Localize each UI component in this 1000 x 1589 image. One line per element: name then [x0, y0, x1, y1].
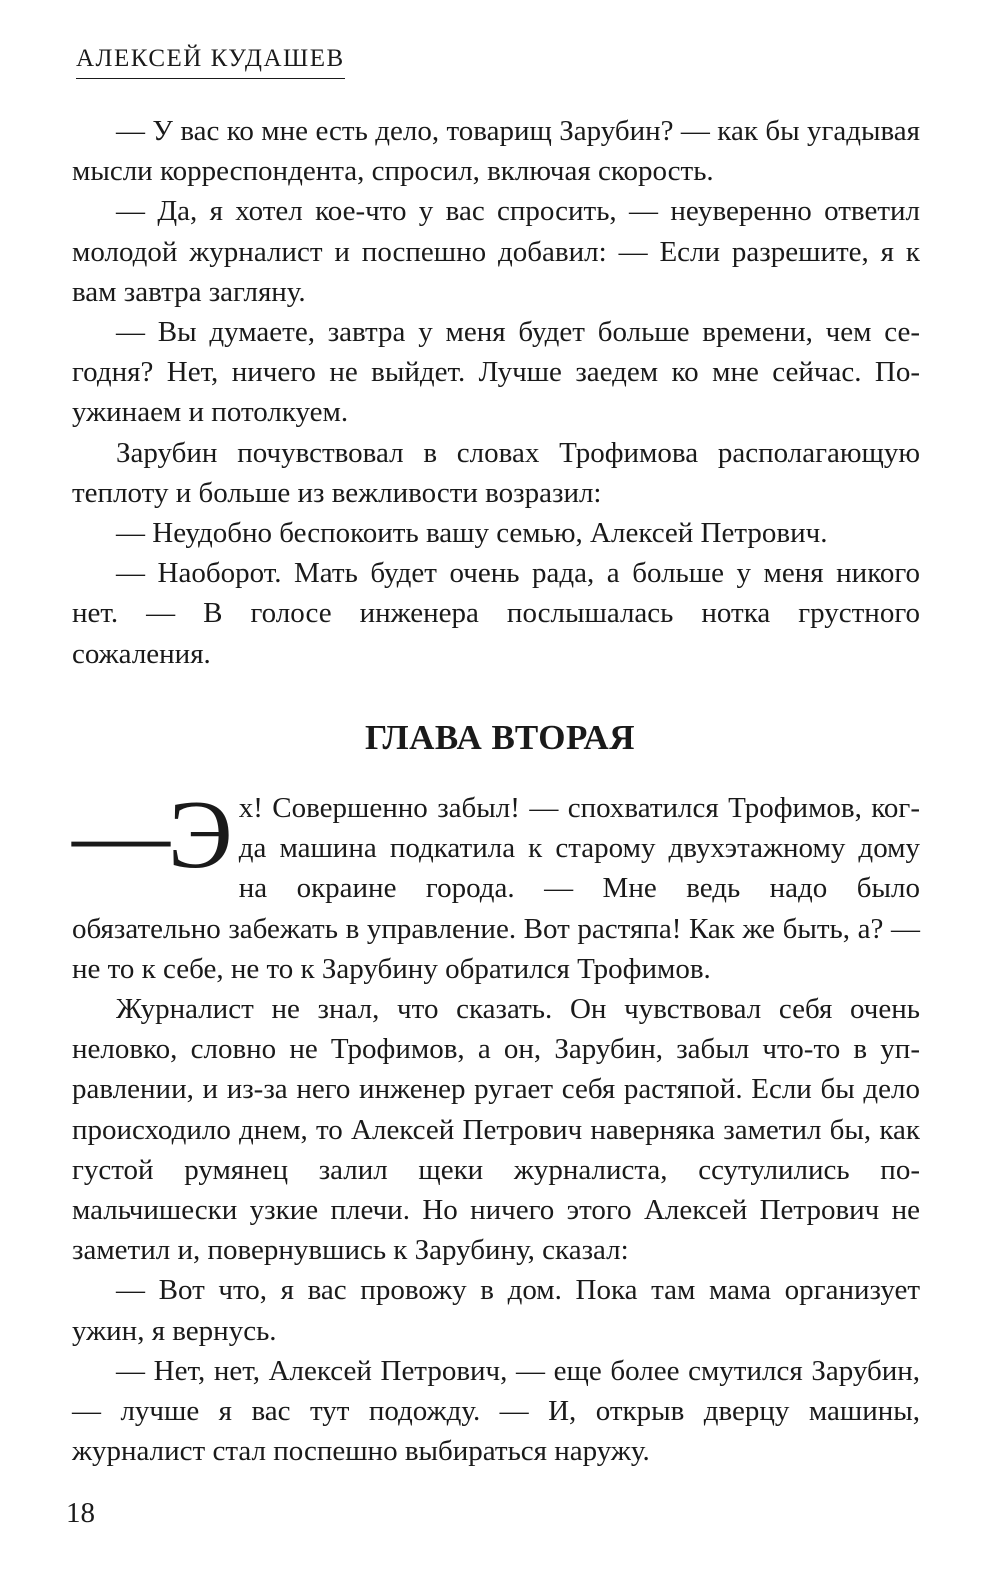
paragraph: Журналист не знал, что сказать. Он чувствовал себя очень неловко, словно не Трофимов, а он, Зарубин, забыл что-то в управлении, и из-за него инженер ругает себя растяпой. Если бы дело происходило днем, то Алексей Петрович наверняка заметил бы, как густой румянец залил щеки журналиста, ссутулились помальчишески узкие плечи. Но ничего этого Алексей Петрович не заметил и, повернувшись к Зарубину, сказал: [72, 993, 920, 1267]
paragraph: — Неудобно беспокоить вашу семью, Алексей Петрович. [116, 517, 828, 550]
drop-cap: —Э [72, 781, 231, 889]
paragraph: — Нет, нет, Алексей Петрович, — еще более смутился Зарубин, — лучше я вас тут подожду. — И, открыв дверцу машины, журналист стал поспешно выбираться наружу. [72, 1354, 920, 1468]
paragraph: — Вот что, я вас провожу в дом. Пока там мама организует ужин, я вернусь. [72, 1274, 920, 1347]
paragraph: Зарубин почувствовал в словах Трофимова располагающую теплоту и больше из вежливости возразил: [72, 436, 920, 509]
first-paragraph-text: х! Совершенно забыл! — спохватился Трофимов, когда машина подкатила к старому двухэтажному дому на окраине города. — Мне ведь надо было обязательно забежать в управление. Вот растяпа! Как же быть, а? — не то к себе, не то к Зарубину обратился Трофимов. [72, 792, 920, 985]
paragraph: — Вы думаете, завтра у меня будет больше времени, чем сегодня? Нет, ничего не выйдет. Лучше заедем ко мне сейчас. Поужинаем и потолкуем. [72, 316, 920, 429]
text-section-2 [72, 781, 920, 1471]
paragraph: — Да, я хотел кое-что у вас спросить, — неуверенно ответил молодой журналист и поспешно добавил: — Если разрешите, я к вам завтра загляну. [72, 195, 920, 308]
text-section-1 [72, 111, 920, 674]
chapter-title: ГЛАВА ВТОРАЯ [365, 718, 635, 757]
running-header-author: АЛЕКСЕЙ КУДАШЕВ [76, 44, 345, 79]
paragraph: — У вас ко мне есть дело, товарищ Зарубин? — как бы угадывая мысли корреспондента, спросил, включая скорость. [72, 115, 920, 188]
chapter-first-paragraph [72, 781, 920, 989]
paragraph: — Наоборот. Мать будет очень рада, а больше у меня никого нет. — В голосе инженера послышалась нотка грустного сожаления. [72, 557, 920, 670]
page-number: 18 [66, 1497, 95, 1529]
